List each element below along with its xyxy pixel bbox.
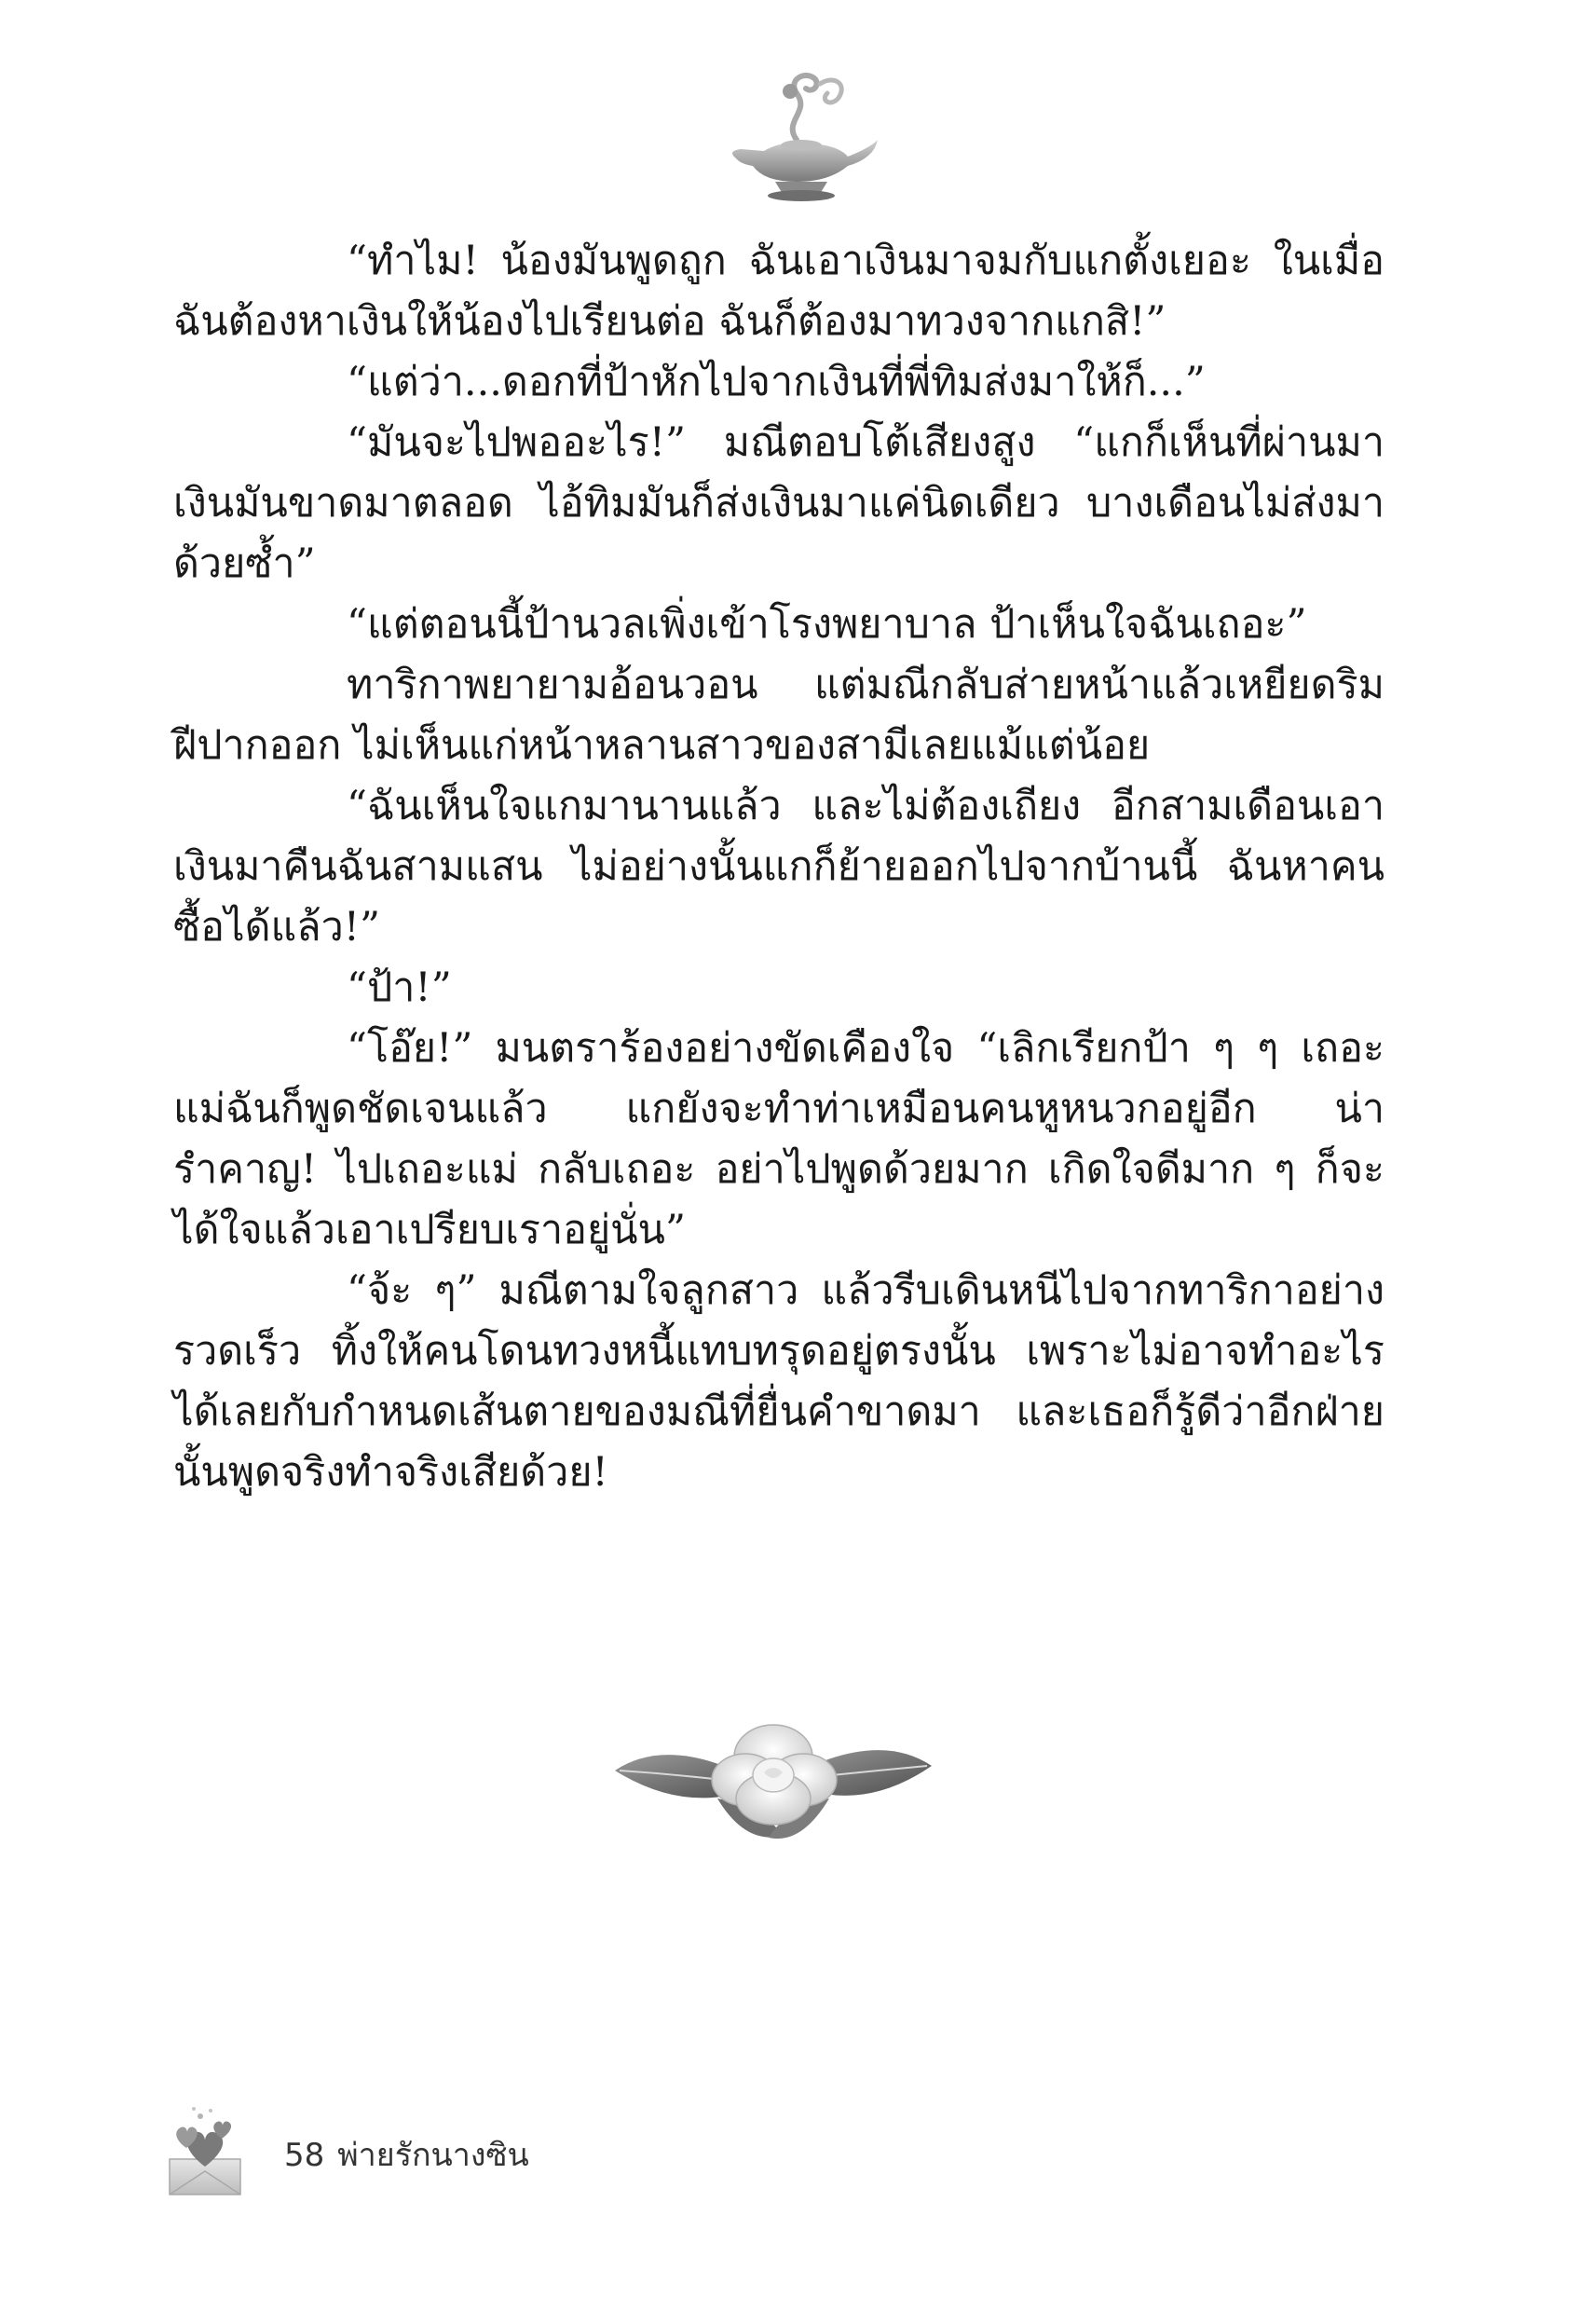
paragraph: “แต่ตอนนี้ป้านวลเพิ่งเข้าโรงพยาบาล ป้าเห็นใจฉันเถอะ” [347, 601, 1307, 648]
paragraph: ทาริกาพยายามอ้อนวอน แต่มณีกลับส่ายหน้าแล้วเหยียดริมฝีปากออก ไม่เห็นแก่หน้าหลานสาวของสามีเลยแม้แต่น้อย [173, 662, 1385, 769]
page-footer [158, 2101, 717, 2204]
flower-leaves-icon [606, 1705, 941, 1864]
footer-label [284, 2129, 542, 2180]
paragraph: “ป้า!” [347, 964, 452, 1011]
heart-envelope-icon [158, 2101, 252, 2204]
paragraph: “จ้ะ ๆ” มณีตามใจลูกสาว แล้วรีบเดินหนีไปจากทาริกาอย่างรวดเร็ว ทิ้งให้คนโดนทวงหนี้แทบทรุดอยู่ตรงนั้น เพราะไม่อาจทำอะไรได้เลยกับกำหนดเส้นตายของมณีที่ยื่นคำขาดมา และเธอก็รู้ดีว่าอีกฝ่ายนั้นพูดจริงทำจริงเสียด้วย! [173, 1267, 1385, 1496]
book-title: พ่ายรักนางซิน [337, 2137, 529, 2174]
paragraph: “แต่ว่า...ดอกที่ป้าหักไปจากเงินที่พี่ทิมส่งมาให้ก็...” [347, 359, 1206, 405]
paragraph: “ฉันเห็นใจแกมานานแล้ว และไม่ต้องเถียง อีกสามเดือนเอาเงินมาคืนฉันสามแสน ไม่อย่างนั้นแกก็ย้ายออกไปจากบ้านนี้ ฉันหาคนซื้อได้แล้ว!” [173, 783, 1385, 950]
page-number: 58 [284, 2137, 325, 2174]
genie-lamp-icon [708, 65, 885, 205]
paragraph: “โอ๊ย!” มนตราร้องอย่างขัดเคืองใจ “เลิกเรียกป้า ๆ ๆ เถอะ แม่ฉันก็พูดชัดเจนแล้ว แกยังจะทำท่าเหมือนคนหูหนวกอยู่อีก น่ารำคาญ! ไปเถอะแม่ กลับเถอะ อย่าไปพูดด้วยมาก เกิดใจดีมาก ๆ ก็จะได้ใจแล้วเอาเปรียบเราอยู่นั่น” [173, 1025, 1385, 1253]
paragraph: “มันจะไปพออะไร!” มณีตอบโต้เสียงสูง “แกก็เห็นที่ผ่านมา เงินมันขาดมาตลอด ไอ้ทิมมันก็ส่งเงินมาแค่นิดเดียว บางเดือนไม่ส่งมาด้วยซ้ำ” [173, 419, 1385, 587]
paragraph: “ทำไม! น้องมันพูดถูก ฉันเอาเงินมาจมกับแกตั้งเยอะ ในเมื่อฉันต้องหาเงินให้น้องไปเรียนต่อ ฉันก็ต้องมาทวงจากแกสิ!” [173, 238, 1385, 345]
story-text [173, 231, 1385, 1503]
